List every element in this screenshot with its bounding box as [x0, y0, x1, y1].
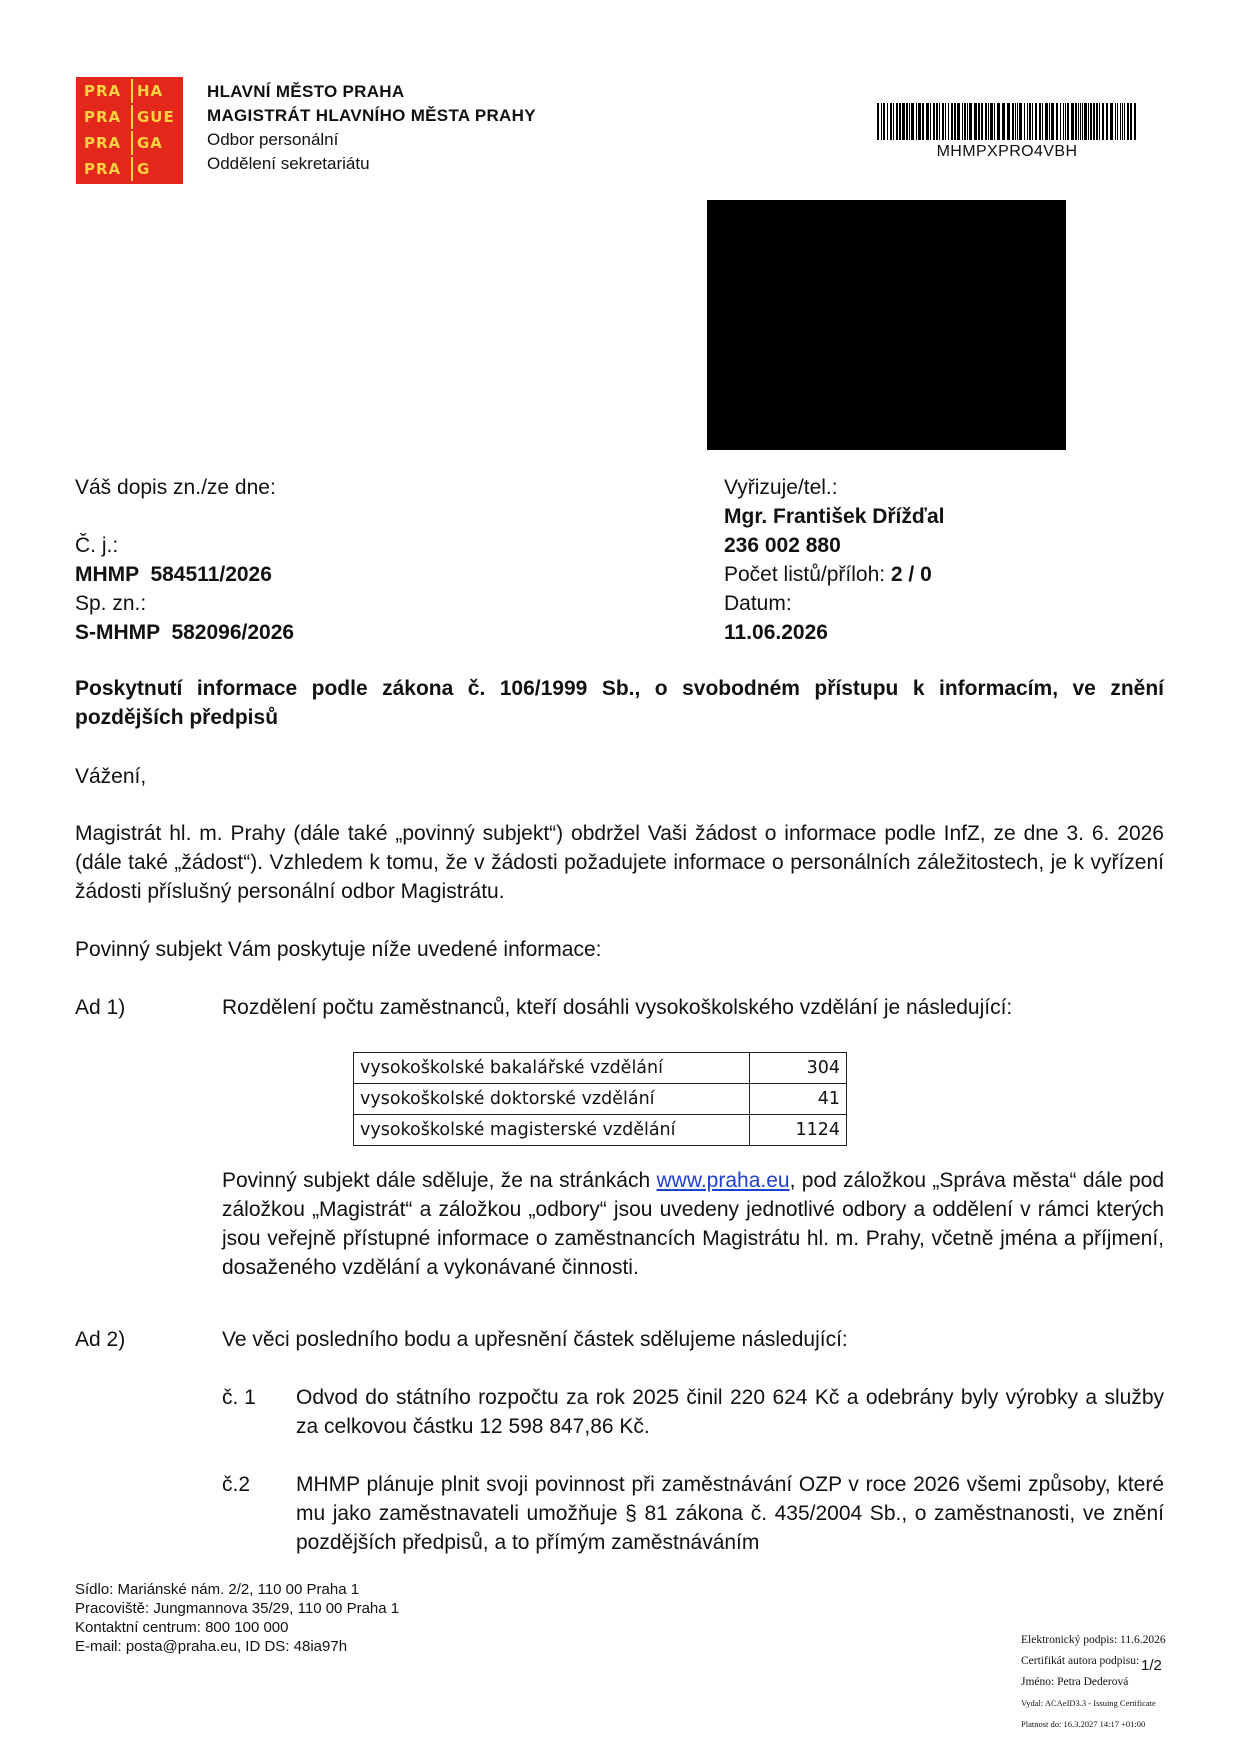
ad2-text: Ve věci posledního bodu a upřesnění částek sdělujeme následující: — [222, 1328, 848, 1351]
item1-text: Odvod do státního rozpočtu za rok 2025 činil 220 624 Kč a odebrány byly výrobky a služby za celkovou částku 12 598 847,86 Kč. — [296, 1386, 1164, 1438]
logo-row: PRA GUE — [84, 105, 175, 129]
intro-paragraph: Magistrát hl. m. Prahy (dále také „povinný subjekt“) obdržel Vaši žádost o informace podle InfZ, ze dne 3. 6. 2026 (dále také „žádost“). Vzhledem k tomu, že v žádosti požadujete informace o personálních záležitostech, je k vyřízení žádosti příslušný personální odbor Magistrátu. — [75, 822, 1164, 903]
barcode-code: MHMPXPRO4VBH — [936, 143, 1078, 160]
item2-text: MHMP plánuje plnit svoji povinnost při zaměstnávání OZP v roce 2026 všemi způsoby, které mu jako zaměstnavateli umožňuje § 81 zákona č. 435/2004 Sb., o zaměstnanosti, ve znění pozdějších předpisů, a to přímým zaměstnáváním — [296, 1473, 1164, 1554]
handler-label: Vyřizuje/tel.: — [724, 476, 838, 499]
praha-logo — [76, 77, 183, 184]
barcode-icon — [877, 103, 1137, 140]
table-cell: vysokoškolské magisterské vzdělání — [354, 1115, 750, 1146]
cj-label: Č. j.: — [75, 534, 119, 557]
date-label: Datum: — [724, 592, 792, 615]
sig-cert: Certifikát autora podpisu: — [1021, 1655, 1140, 1667]
ad2-label: Ad 2) — [75, 1328, 126, 1351]
table-cell: vysokoškolské doktorské vzdělání — [354, 1084, 750, 1115]
sig-date: Elektronický podpis: 11.6.2026 — [1021, 1634, 1166, 1646]
sig-name: Jméno: Petra Dederová — [1021, 1676, 1129, 1688]
pages-label: Počet listů/příloh: — [724, 563, 891, 586]
table-cell: 1124 — [750, 1115, 847, 1146]
spzn-label: Sp. zn.: — [75, 592, 147, 615]
table-row — [354, 1084, 847, 1115]
education-table — [353, 1052, 847, 1146]
ad1-label: Ad 1) — [75, 996, 126, 1019]
org-name: HLAVNÍ MĚSTO PRAHA — [207, 82, 405, 101]
table-cell: vysokoškolské bakalářské vzdělání — [354, 1053, 750, 1084]
logo-row: PRA HA — [84, 79, 163, 103]
org-section: Oddělení sekretariátu — [207, 154, 370, 173]
footer-workplace: Pracoviště: Jungmannova 35/29, 110 00 Praha 1 — [75, 1600, 400, 1617]
cj-value: MHMP 584511/2026 — [75, 563, 272, 586]
ad1-text: Rozdělení počtu zaměstnanců, kteří dosáhli vysokoškolského vzdělání je následující: — [222, 996, 1013, 1019]
praha-eu-link[interactable]: www.praha.eu — [656, 1169, 790, 1192]
reference-block — [75, 473, 294, 647]
page-number: 1/2 — [1141, 1657, 1162, 1674]
info-intro: Povinný subjekt Vám poskytuje níže uvedené informace: — [75, 938, 602, 961]
item2-label: č.2 — [222, 1473, 251, 1496]
footer-contact-center: Kontaktní centrum: 800 100 000 — [75, 1619, 289, 1636]
handler-name: Mgr. František Dřížďal — [724, 505, 945, 528]
ad1-note: Povinný subjekt dále sděluje, že na stránkách www.praha.eu, pod záložkou „Správa města“ dále pod záložkou „Magistrát“ a záložkou „odbory“ jsou uvedeny jednotlivé odbory a oddělení v rámci kterých jsou veřejně přístupné informace o zaměstnancích Magistrátu hl. m. Prahy, včetně jména a příjmení, dosaženého vzdělání a vykonávané činnosti. — [222, 1169, 1164, 1279]
handler-block — [724, 473, 945, 647]
sig-validity: Platnost do: 16.3.2027 14:17 +01:00 — [1021, 1719, 1146, 1729]
pages-line — [724, 560, 945, 589]
handler-phone: 236 002 880 — [724, 534, 841, 557]
date-value: 11.06.2026 — [724, 621, 828, 644]
your-letter-label: Váš dopis zn./ze dne: — [75, 476, 276, 499]
spzn-value: S-MHMP 582096/2026 — [75, 621, 295, 644]
item1-label: č. 1 — [222, 1386, 256, 1409]
logo-row: PRA G — [84, 157, 150, 181]
org-department: Odbor personální — [207, 130, 339, 149]
table-row — [354, 1115, 847, 1146]
footer-seat: Sídlo: Mariánské nám. 2/2, 110 00 Praha 1 — [75, 1581, 360, 1598]
footer-contacts — [75, 1580, 399, 1656]
org-magistrat: MAGISTRÁT HLAVNÍHO MĚSTA PRAHY — [207, 106, 536, 125]
e-signature-block — [1021, 1630, 1181, 1735]
footer-email: E-mail: posta@praha.eu, ID DS: 48ia97h — [75, 1638, 348, 1655]
table-cell: 41 — [750, 1084, 847, 1115]
table-row — [354, 1053, 847, 1084]
redacted-address — [707, 200, 1066, 450]
sig-issuer: Vydal: ACAeID3.3 - Issuing Certificate — [1021, 1698, 1156, 1708]
logo-row: PRA GA — [84, 131, 163, 155]
letter-subject: Poskytnutí informace podle zákona č. 106/1999 Sb., o svobodném přístupu k informacím, ve znění pozdějších předpisů — [75, 677, 1164, 729]
pages-value: 2 / 0 — [890, 563, 932, 586]
org-header — [207, 80, 536, 176]
salutation: Vážení, — [75, 765, 147, 788]
table-cell: 304 — [750, 1053, 847, 1084]
